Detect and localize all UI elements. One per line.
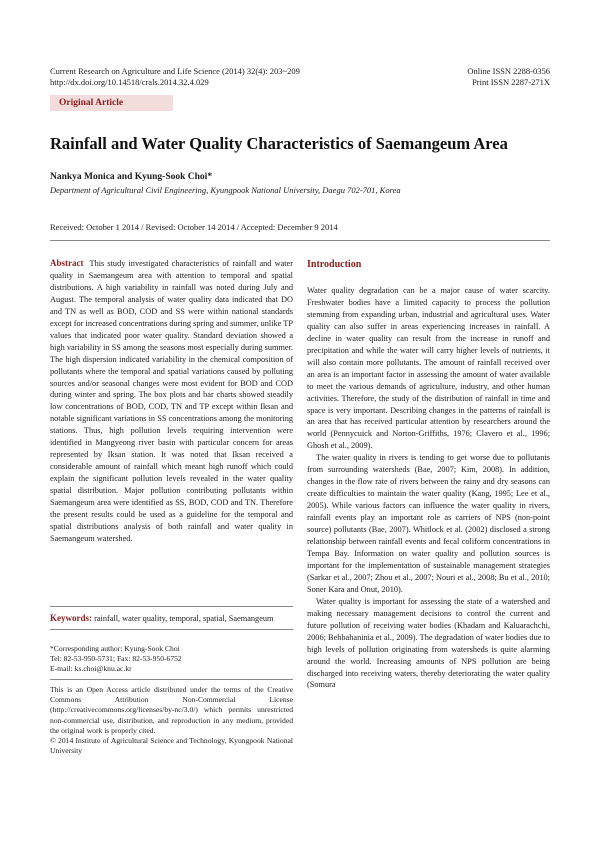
introduction-body xyxy=(307,285,550,691)
header-citation xyxy=(50,66,300,88)
keywords-bottom-divider xyxy=(50,629,293,630)
keywords-text: rainfall, water quality, temporal, spatial, Saemangeum xyxy=(94,614,274,623)
running-header xyxy=(50,66,550,92)
intro-paragraph-1: Water quality degradation can be a major cause of water scarcity. Freshwater bodies have a limited capacity to process the pollution stemming from expanding urban, industrial and agricultural uses. Water quality can also suffer in areas experiencing increases in rainfall. A decline in water quality can result from the increase in runoff and precipitation and while the water will carry higher levels of nutrients, it will also contain more pollutants. The amount of rainfall received over an area is an important factor in assessing the amount of water available to meet the various demands of agriculture, industry, and other human activities. Therefore, the study of the distribution of rainfall in time and space is very important. Describing changes in the patterns of rainfall is an area that has received particular attention by researchers around the world (Pennycuick and Norton-Griffiths, 1976; Clavero et al., 1996; Ghosh et al., 2009). xyxy=(307,286,550,451)
contact-email[interactable]: E-mail: ks.choi@knu.ac.kr xyxy=(50,664,132,673)
article-type-badge: Original Article xyxy=(50,95,173,111)
abstract xyxy=(50,258,293,545)
author-affiliation: Department of Agricultural Civil Engineering, Kyungpook National University, Daegu 702-701, Korea xyxy=(50,185,401,195)
submission-dates: Received: October 1 2014 / Revised: October 14 2014 / Accepted: December 9 2014 xyxy=(50,222,338,232)
abstract-label: Abstract xyxy=(50,258,84,268)
keywords-top-divider xyxy=(50,606,293,607)
article-title: Rainfall and Water Quality Characteristics of Saemangeum Area xyxy=(50,134,508,153)
issn-print: Print ISSN 2287-271X xyxy=(472,77,550,87)
copyright-text: © 2014 Institute of Agricultural Science and Technology, Kyungpook National University xyxy=(50,736,293,756)
author-list: Nankya Monica and Kyung-Sook Choi* xyxy=(50,172,213,182)
intro-paragraph-3: Water quality is important for assessing the state of a watershed and making necessary management decisions to control the current and future pollution of receiving water bodies (Khadam and Kaluarachchi, 2006; Behbahaninia et al., 2009). The degradation of water bodies due to high levels of pollution originating from watersheds is quite alarming around the world. Increasing amounts of NPS pollution are being discharged into receiving waters, thereby deteriorating the water quality (Somura xyxy=(307,596,550,690)
license-notice xyxy=(50,685,293,756)
keywords xyxy=(50,613,293,624)
issn-online: Online ISSN 2288-0356 xyxy=(467,66,550,76)
contact-phone: Tel: 82-53-950-5731; Fax: 82-53-950-6752 xyxy=(50,654,182,663)
keywords-label: Keywords: xyxy=(50,613,92,623)
correspondence xyxy=(50,644,293,674)
doi-link[interactable]: http://dx.doi.org/10.14518/crals.2014.32.4.029 xyxy=(50,77,209,87)
journal-citation: Current Research on Agriculture and Life Science (2014) 32(4): 203~209 xyxy=(50,66,300,76)
license-text: This is an Open Access article distributed under the terms of the Creative Commons Attribution Non-Commercial License (http://creativecommons.org/licenses/by-nc/3.0/) which permits unrestricted non-commercial use, distribution, and reproduction in any medium, provided the original work is properly cited. xyxy=(50,685,293,735)
corresponding-author: *Corresponding author: Kyung-Sook Choi xyxy=(50,644,180,653)
footnote-divider xyxy=(50,679,293,680)
header-issn xyxy=(467,66,550,88)
intro-paragraph-2: The water quality in rivers is tending to get worse due to pollutants from surrounding watersheds (Bae, 2007; Kim, 2008). In addition, changes in the flow rate of rivers between the rainy and dry seasons can create difficulties to maintain the water quality (Kang, 1995; Lee et al., 2005). While various factors can influence the water quality in rivers, rainfall events play an important role as carriers of NPS (non-point source) pollutants (Bae, 2007). Whitlock et al. (2002) disclosed a strong relationship between rainfall events and fecal coliform concentrations in Tempa Bay. Information on water quality and pollution sources is important for the implementation of sustainable management strategies (Sarkar et al., 2007; Zhou et al., 2007; Nouri et al., 2008; Bu et al., 2010; Soner Kara and Onut, 2010). xyxy=(307,453,550,594)
header-divider xyxy=(50,240,550,241)
abstract-text: This study investigated characteristics of rainfall and water quality in Saemangeum area with attention to temporal and spatial distributions. A high variability in rainfall was noted during July and August. The temporal analysis of water quality data indicated that DO and TN as well as BOD, COD and SS were within national standards except for increased concentrations during spring and summer, unlike TP values that indicated poor water quality. Standard deviation showed a high variability in SS among the seasons most especially during summer. The high dispersion indicated variability in the chemical composition of pollutants where the temporal and spatial variations caused by polluting sources and/or seasonal changes were most evident for BOD and COD during winter and spring. The box plots and bar charts showed steadily low concentrations of BOD, COD, TN and TP except within Iksan and notable significant variations in SS concentrations among the monitoring stations. Thus, high pollution levels requiring intervention were identified in Mangyeong river basin with particular concern for areas represented by Iksan station. It was noted that Iksan received a considerable amount of rainfall which meant high runoff which could explain the significant pollution levels revealed in the water quality spatial distribution. Major pollution contributing pollutants within Saemangeum area were identified as SS, BOD, COD and TN. Therefore the present results could be used as a guideline for the temporal and spatial distributions analysis of both rainfall and water quality in Saemangeum watershed. xyxy=(50,259,293,543)
introduction-heading: Introduction xyxy=(307,259,362,270)
